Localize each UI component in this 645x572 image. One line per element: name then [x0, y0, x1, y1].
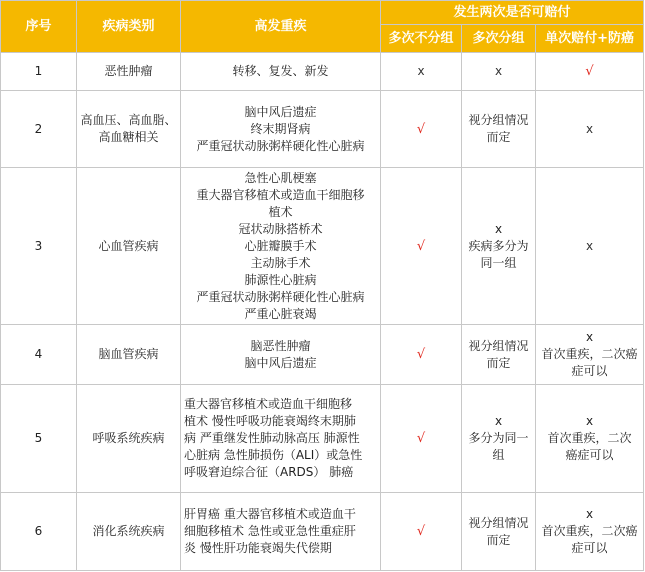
- header-seq: 序号: [1, 1, 77, 53]
- col2-cell: x: [462, 53, 536, 91]
- header-col3: 单次赔付+防癌: [536, 25, 644, 53]
- col3-cell: √: [536, 53, 644, 91]
- header-col2: 多次分组: [462, 25, 536, 53]
- disease-cell: 肝胃癌 重大器官移植术或造血干 细胞移植术 急性或亚急性重症肝 炎 慢性肝功能衰竭失代偿期: [181, 493, 381, 571]
- col1-cell: √: [381, 493, 462, 571]
- category-cell: 脑血管疾病: [77, 325, 181, 385]
- table-row: [1, 53, 644, 91]
- header-payout: 发生两次是否可赔付: [381, 1, 644, 25]
- disease-cell: 急性心肌梗塞 重大器官移植术或造血干细胞移 植术 冠状动脉搭桥术 心脏瓣膜手术 主动脉手术 肺源性心脏病 严重冠状动脉粥样硬化性心脏病 严重心脏衰竭: [181, 168, 381, 325]
- col2-cell: x 多分为同一 组: [462, 385, 536, 493]
- table-row: [1, 325, 644, 385]
- disease-cell: 重大器官移植术或造血干细胞移 植术 慢性呼吸功能衰竭终末期肺 病 严重继发性肺动脉高压 肺源性 心脏病 急性肺损伤（ALI）或急性 呼吸窘迫综合征（ARDS） 肺癌: [181, 385, 381, 493]
- header-col1: 多次不分组: [381, 25, 462, 53]
- category-cell: 消化系统疾病: [77, 493, 181, 571]
- category-cell: 恶性肿瘤: [77, 53, 181, 91]
- disease-cell: 脑中风后遗症 终末期肾病 严重冠状动脉粥样硬化性心脏病: [181, 91, 381, 168]
- col2-cell: 视分组情况 而定: [462, 91, 536, 168]
- col2-cell: 视分组情况 而定: [462, 493, 536, 571]
- seq-cell: 2: [1, 91, 77, 168]
- col3-cell: x 首次重疾，二次癌 症可以: [536, 325, 644, 385]
- table-row: [1, 385, 644, 493]
- table-row: [1, 168, 644, 325]
- category-cell: 心血管疾病: [77, 168, 181, 325]
- col3-cell: x: [536, 91, 644, 168]
- disease-cell: 转移、复发、新发: [181, 53, 381, 91]
- col3-cell: x 首次重疾，二次 癌症可以: [536, 385, 644, 493]
- col2-cell: x 疾病多分为 同一组: [462, 168, 536, 325]
- disease-cell: 脑恶性肿瘤 脑中风后遗症: [181, 325, 381, 385]
- col3-cell: x 首次重疾，二次癌 症可以: [536, 493, 644, 571]
- seq-cell: 6: [1, 493, 77, 571]
- table-row: [1, 493, 644, 571]
- category-cell: 呼吸系统疾病: [77, 385, 181, 493]
- seq-cell: 3: [1, 168, 77, 325]
- col1-cell: √: [381, 385, 462, 493]
- col1-cell: x: [381, 53, 462, 91]
- seq-cell: 5: [1, 385, 77, 493]
- col1-cell: √: [381, 168, 462, 325]
- header-category: 疾病类别: [77, 1, 181, 53]
- seq-cell: 1: [1, 53, 77, 91]
- col3-cell: x: [536, 168, 644, 325]
- col1-cell: √: [381, 91, 462, 168]
- table-row: [1, 91, 644, 168]
- col1-cell: √: [381, 325, 462, 385]
- category-cell: 高血压、高血脂、 高血糖相关: [77, 91, 181, 168]
- header-disease: 高发重疾: [181, 1, 381, 53]
- col2-cell: 视分组情况 而定: [462, 325, 536, 385]
- seq-cell: 4: [1, 325, 77, 385]
